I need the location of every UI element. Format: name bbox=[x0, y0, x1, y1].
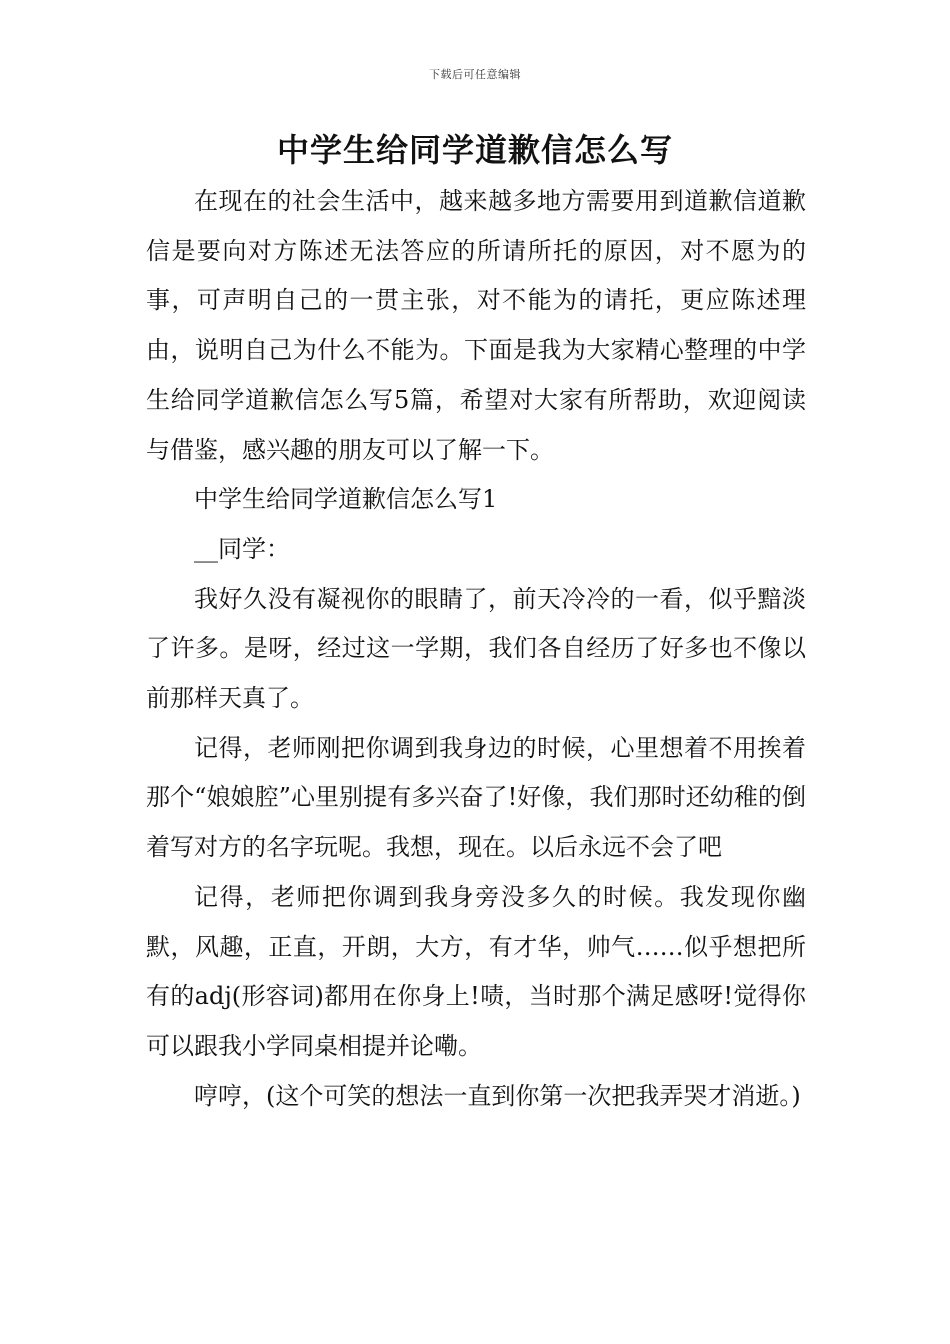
document-body bbox=[146, 177, 806, 1121]
body-paragraph: 哼哼，(这个可笑的想法一直到你第一次把我弄哭才消逝。) bbox=[194, 1081, 801, 1110]
intro-paragraph: 在现在的社会生活中，越来越多地方需要用到道歉信道歉信是要向对方陈述无法答应的所请所托的原因，对不愿为的事，可声明自己的一贯主张，对不能为的请托，更应陈述理由，说明自己为什么不能为。下面是我为大家精心整理的中学生给同学道歉信怎么写5篇，希望对大家有所帮助，欢迎阅读与借鉴，感兴趣的朋友可以了解一下。 bbox=[146, 187, 806, 464]
body-paragraph: 我好久没有凝视你的眼睛了，前天冷冷的一看，似乎黯淡了许多。是呀，经过这一学期，我们各自经历了好多也不像以前那样天真了。 bbox=[146, 584, 806, 713]
body-paragraph: 记得，老师刚把你调到我身边的时候，心里想着不用挨着那个“娘娘腔”心里别提有多兴奋了!好像，我们那时还幼稚的倒着写对方的名字玩呢。我想，现在。以后永远不会了吧 bbox=[146, 733, 806, 862]
salutation: __同学： bbox=[194, 534, 290, 563]
section-heading: 中学生给同学道歉信怎么写1 bbox=[194, 485, 498, 514]
page-header-note: 下载后可任意编辑 bbox=[429, 68, 521, 81]
body-paragraph: 记得，老师把你调到我身旁没多久的时候。我发现你幽默，风趣，正直，开朗，大方，有才华，帅气……似乎想把所有的adj(形容词)都用在你身上!啧，当时那个满足感呀!觉得你可以跟我小学同桌相提并论嘞。 bbox=[146, 882, 806, 1060]
document-title: 中学生给同学道歉信怎么写 bbox=[276, 131, 673, 169]
